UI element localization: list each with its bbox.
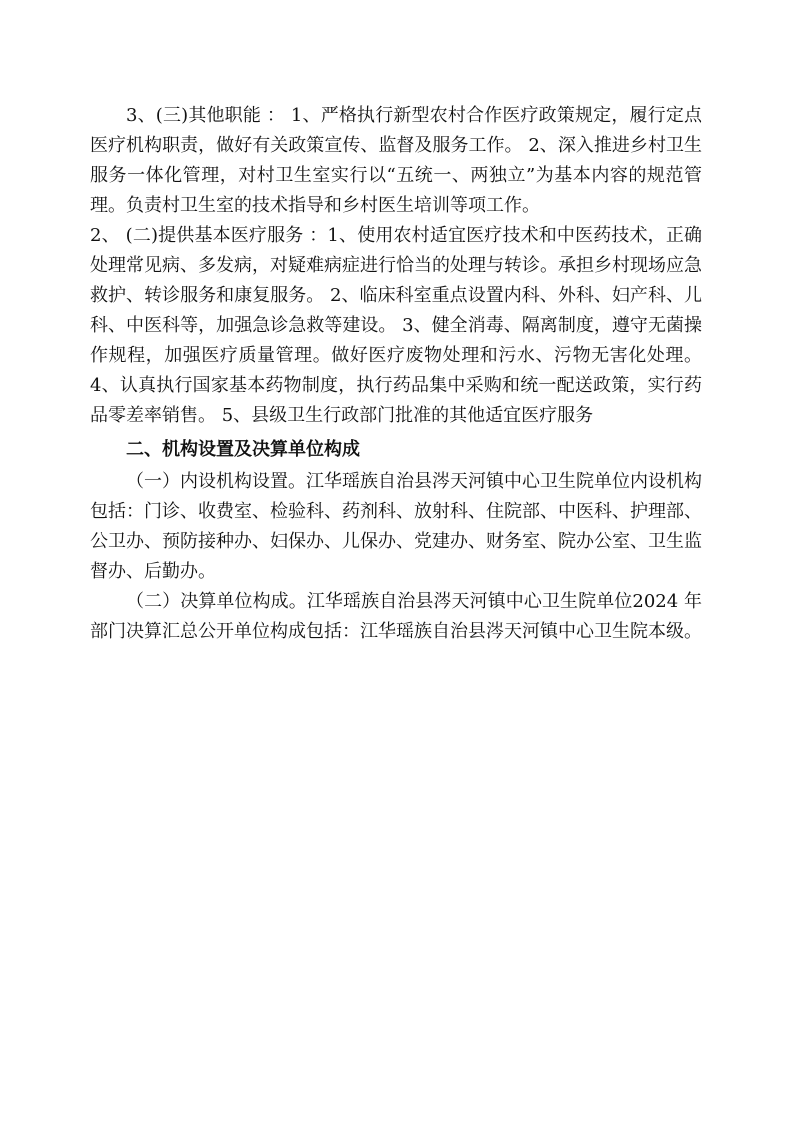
paragraph-internal-setup: （一）内设机构设置。江华瑶族自治县涔天河镇中心卫生院单位内设机构包括：门诊、收费室、检验科、药剂科、放射科、住院部、中医科、护理部、公卫办、预防接种办、妇保办、儿保办、党建办、财务室、院办公室、卫生监督办、后勤办。 [90, 471, 702, 582]
paragraph-other-functions: 3、(三)其他职能 ： 1、严格执行新型农村合作医疗政策规定，履行定点医疗机构职责，做好有关政策宣传、监督及服务工作。 2、深入推进乡村卫生服务一体化管理，对村卫生室实行以“五统一、两独立”为基本内容的规范管理。负责村卫生室的技术指导和乡村医生培训等项工作。 [90, 105, 702, 216]
section-heading-organization: 二、机构设置及决算单位构成 [126, 439, 360, 460]
document-body [90, 101, 702, 647]
paragraph-basic-medical-services: 2、 (二)提供基本医疗服务 ：1、使用农村适宜医疗技术和中医药技术，正确处理常见病、多发病，对疑难病症进行恰当的处理与转诊。承担乡村现场应急救护、转诊服务和康复服务。 2、临床科室重点设置内科、外科、妇产科、儿科、中医科等，加强急诊急救等建设。 3、健全消毒、隔离制度，遵守无菌操作规程，加强医疗质量管理。做好医疗废物处理和污水、污物无害化处理。 4、认真执行国家基本药物制度，执行药品集中采购和统一配送政策，实行药品零差率销售。 5、县级卫生行政部门批准的其他适宜医疗服务 [90, 225, 702, 426]
paragraph-budget-units: （二）决算单位构成。江华瑶族自治县涔天河镇中心卫生院单位2024 年部门决算汇总公开单位构成包括：江华瑶族自治县涔天河镇中心卫生院本级。 [90, 591, 702, 642]
